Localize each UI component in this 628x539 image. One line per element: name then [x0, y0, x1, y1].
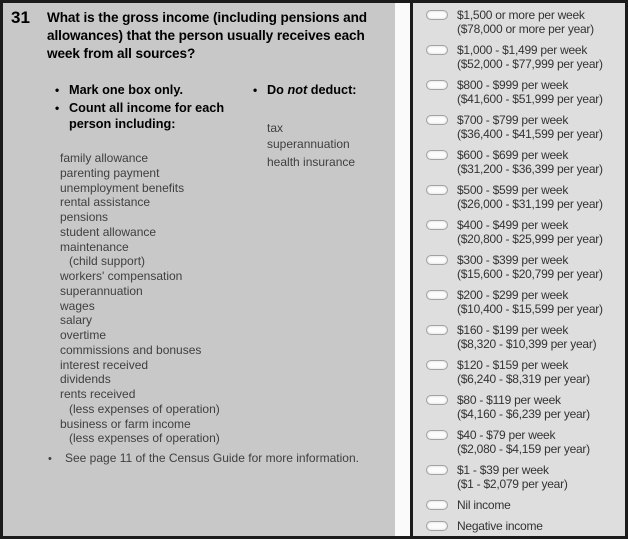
option-checkbox[interactable] — [426, 325, 448, 335]
option-checkbox[interactable] — [426, 45, 448, 55]
option-label — [457, 113, 603, 141]
bullet-icon: • — [253, 83, 258, 97]
option-checkbox[interactable] — [426, 360, 448, 370]
question-section — [3, 3, 395, 536]
option-weekly-amount: $400 - $499 per week — [457, 218, 569, 232]
deduct-items-list — [267, 120, 393, 170]
option-checkbox[interactable] — [426, 290, 448, 300]
option-label — [457, 323, 596, 351]
income-sources-list — [60, 151, 220, 446]
option-weekly-amount: $700 - $799 per week — [457, 113, 569, 127]
income-source-item: (child support) — [69, 254, 146, 269]
income-source-item: parenting payment — [60, 165, 160, 180]
option-label — [457, 463, 568, 491]
income-option-row — [426, 43, 623, 71]
census-guide-note-label: See page 11 of the Census Guide for more information. — [65, 451, 359, 465]
option-checkbox[interactable] — [426, 500, 448, 510]
question-header — [11, 9, 399, 63]
income-source-item: interest received — [60, 357, 149, 372]
option-label — [457, 8, 594, 36]
option-label — [457, 519, 543, 533]
income-option-row — [426, 498, 623, 512]
option-weekly-amount: $120 - $159 per week — [457, 358, 569, 372]
income-source-item: (less expenses of operation) — [69, 401, 220, 416]
option-checkbox[interactable] — [426, 521, 448, 531]
deduct-item: superannuation — [267, 137, 350, 151]
option-label — [457, 288, 603, 316]
option-checkbox[interactable] — [426, 395, 448, 405]
option-weekly-amount: $1,500 or more per week — [457, 8, 585, 22]
option-weekly-amount: $600 - $699 per week — [457, 148, 569, 162]
income-source-item: overtime — [60, 328, 107, 342]
option-label — [457, 358, 590, 386]
option-label — [457, 253, 603, 281]
question-number: 31 — [11, 8, 30, 27]
option-checkbox[interactable] — [426, 10, 448, 20]
bullet-icon: • — [55, 83, 60, 97]
income-source-item: business or farm income — [60, 416, 191, 431]
instruction-mark-one-box-label: Mark one box only. — [69, 83, 183, 97]
census-guide-note — [48, 451, 359, 467]
income-source-item: (less expenses of operation) — [69, 431, 220, 446]
option-weekly-amount: $1 - $39 per week — [457, 463, 549, 477]
option-checkbox[interactable] — [426, 80, 448, 90]
income-option-row — [426, 393, 623, 421]
income-source-item: commissions and bonuses — [60, 342, 202, 357]
income-option-row — [426, 463, 623, 491]
question-text: What is the gross income (including pensions and allowances) that the person usually receives each week from all sources? — [47, 10, 367, 61]
option-checkbox[interactable] — [426, 115, 448, 125]
income-option-row — [426, 288, 623, 316]
instruction-do-not-deduct-label — [267, 82, 357, 98]
option-yearly-amount: ($1 - $2,079 per year) — [457, 477, 568, 491]
income-source-item: dividends — [60, 372, 111, 387]
option-checkbox[interactable] — [426, 255, 448, 265]
option-yearly-amount: ($41,600 - $51,999 per year) — [457, 92, 603, 106]
answer-options-section — [410, 3, 625, 536]
deduct-item: tax — [267, 121, 284, 135]
bullet-icon: • — [55, 101, 60, 115]
instruction-count-all-income-label: Count all income for each person including: — [69, 101, 225, 131]
option-yearly-amount: ($26,000 - $31,199 per year) — [457, 197, 603, 211]
income-option-row — [426, 519, 623, 533]
option-yearly-amount: ($31,200 - $36,399 per year) — [457, 162, 603, 176]
option-yearly-amount: ($8,320 - $10,399 per year) — [457, 337, 597, 351]
option-weekly-amount: $300 - $399 per week — [457, 253, 569, 267]
option-yearly-amount: ($52,000 - $77,999 per year) — [457, 57, 603, 71]
income-option-row — [426, 323, 623, 351]
option-label — [457, 148, 603, 176]
income-source-item: student allowance — [60, 224, 157, 239]
option-checkbox[interactable] — [426, 185, 448, 195]
income-source-item: superannuation — [60, 283, 143, 298]
income-option-row — [426, 253, 623, 281]
option-weekly-amount: $500 - $599 per week — [457, 183, 569, 197]
income-source-item: workers' compensation — [60, 269, 183, 283]
income-source-item: rents received — [60, 387, 136, 401]
income-option-row — [426, 148, 623, 176]
income-source-item: rental assistance — [60, 195, 151, 210]
option-checkbox[interactable] — [426, 465, 448, 475]
option-weekly-amount: Negative income — [457, 519, 543, 533]
income-source-item: wages — [60, 298, 95, 313]
do-not-deduct-prefix: Do — [267, 83, 288, 97]
option-yearly-amount: ($10,400 - $15,599 per year) — [457, 302, 603, 316]
instruction-mark-one-box — [55, 82, 241, 98]
income-source-item: family allowance — [60, 151, 149, 165]
income-source-item: maintenance — [60, 239, 129, 254]
option-weekly-amount: $1,000 - $1,499 per week — [457, 43, 588, 57]
option-label — [457, 393, 590, 421]
income-source-item: salary — [60, 313, 93, 328]
instructions-right-column — [253, 82, 393, 170]
income-option-row — [426, 8, 623, 36]
option-checkbox[interactable] — [426, 220, 448, 230]
option-yearly-amount: ($4,160 - $6,239 per year) — [457, 407, 590, 421]
option-label — [457, 428, 590, 456]
option-label — [457, 218, 603, 246]
option-weekly-amount: $160 - $199 per week — [457, 323, 569, 337]
option-yearly-amount: ($2,080 - $4,159 per year) — [457, 442, 590, 456]
option-weekly-amount: $800 - $999 per week — [457, 78, 569, 92]
option-checkbox[interactable] — [426, 150, 448, 160]
income-option-row — [426, 428, 623, 456]
option-label — [457, 43, 603, 71]
option-checkbox[interactable] — [426, 430, 448, 440]
income-option-row — [426, 183, 623, 211]
option-yearly-amount: ($36,400 - $41,599 per year) — [457, 127, 603, 141]
income-option-row — [426, 358, 623, 386]
instructions-left-column — [55, 82, 241, 134]
do-not-deduct-emphasis: not — [287, 83, 308, 97]
do-not-deduct-suffix: deduct: — [307, 83, 357, 97]
instruction-count-all-income — [55, 100, 241, 132]
option-label — [457, 498, 511, 512]
deduct-item: health insurance — [267, 155, 356, 169]
income-source-item: unemployment benefits — [60, 180, 185, 195]
option-yearly-amount: ($6,240 - $8,319 per year) — [457, 372, 590, 386]
option-weekly-amount: $200 - $299 per week — [457, 288, 569, 302]
bullet-icon: • — [48, 453, 52, 465]
income-option-row — [426, 218, 623, 246]
option-yearly-amount: ($78,000 or more per year) — [457, 22, 594, 36]
panel-divider — [395, 3, 410, 536]
option-yearly-amount: ($15,600 - $20,799 per year) — [457, 267, 603, 281]
instruction-do-not-deduct — [253, 82, 393, 98]
option-label — [457, 183, 603, 211]
income-source-item: pensions — [60, 210, 109, 224]
option-weekly-amount: Nil income — [457, 498, 511, 512]
option-weekly-amount: $80 - $119 per week — [457, 393, 561, 407]
option-weekly-amount: $40 - $79 per week — [457, 428, 556, 442]
income-option-row — [426, 78, 623, 106]
option-yearly-amount: ($20,800 - $25,999 per year) — [457, 232, 603, 246]
option-label — [457, 78, 603, 106]
income-option-row — [426, 113, 623, 141]
